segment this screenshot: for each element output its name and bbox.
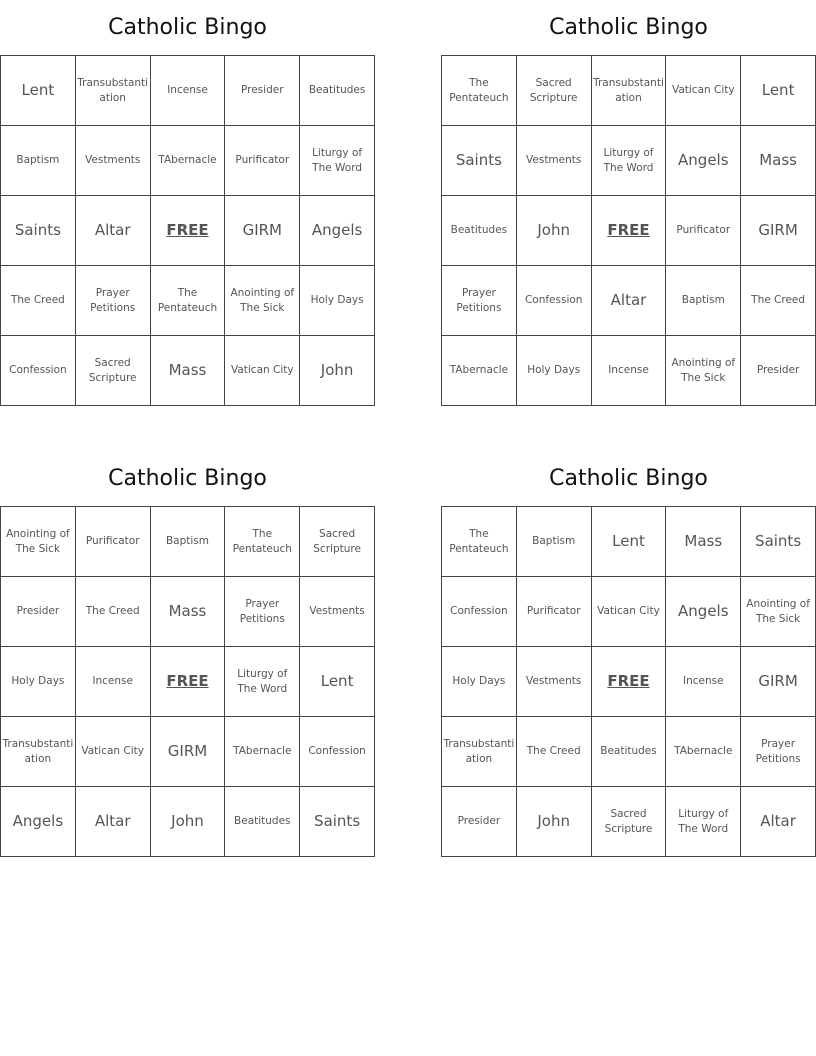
- bingo-cell: Vestments: [76, 126, 151, 196]
- bingo-cell: GIRM: [741, 196, 816, 266]
- bingo-card-2: [441, 0, 816, 406]
- bingo-cell: Holy Days: [442, 647, 517, 717]
- bingo-cell: Confession: [1, 336, 76, 406]
- bingo-grid: [441, 506, 816, 857]
- bingo-cell: Prayer Petitions: [741, 717, 816, 787]
- bingo-cell: Anointing of The Sick: [666, 336, 741, 406]
- bingo-cell: Sacred Scripture: [76, 336, 151, 406]
- bingo-card-3: [0, 451, 375, 857]
- bingo-cell: Vatican City: [76, 717, 151, 787]
- free-space-cell: FREE: [151, 196, 226, 266]
- bingo-cell: Mass: [741, 126, 816, 196]
- bingo-cell: Vestments: [517, 126, 592, 196]
- bingo-cell: Anointing of The Sick: [225, 266, 300, 336]
- bingo-cell: Saints: [442, 126, 517, 196]
- bingo-cell: Angels: [1, 787, 76, 857]
- bingo-cell: TAbernacle: [151, 126, 226, 196]
- bingo-cell: Presider: [442, 787, 517, 857]
- bingo-grid: [0, 55, 375, 406]
- bingo-cell: The Pentateuch: [442, 56, 517, 126]
- bingo-cell: John: [517, 196, 592, 266]
- bingo-cell: GIRM: [225, 196, 300, 266]
- bingo-cell: Anointing of The Sick: [741, 577, 816, 647]
- bingo-grid: [0, 506, 375, 857]
- bingo-cell: TAbernacle: [666, 717, 741, 787]
- bingo-cell: Altar: [76, 787, 151, 857]
- card-title: Catholic Bingo: [549, 15, 708, 40]
- bingo-cell: The Pentateuch: [442, 507, 517, 577]
- bingo-cell: Mass: [151, 336, 226, 406]
- bingo-cell: Liturgy of The Word: [592, 126, 667, 196]
- bingo-cell: Beatitudes: [225, 787, 300, 857]
- bingo-cell: Transubstantiation: [442, 717, 517, 787]
- bingo-cell: Angels: [666, 126, 741, 196]
- bingo-cell: Lent: [1, 56, 76, 126]
- bingo-cell: Saints: [1, 196, 76, 266]
- bingo-cell: Transubstantiation: [592, 56, 667, 126]
- bingo-cell: Incense: [592, 336, 667, 406]
- bingo-cell: Lent: [300, 647, 375, 717]
- bingo-cell: Transubstantiation: [1, 717, 76, 787]
- bingo-cell: Vestments: [300, 577, 375, 647]
- bingo-cell: Purificator: [666, 196, 741, 266]
- bingo-cell: The Creed: [1, 266, 76, 336]
- bingo-cell: Vatican City: [592, 577, 667, 647]
- bingo-cell: Sacred Scripture: [517, 56, 592, 126]
- bingo-cell: Sacred Scripture: [592, 787, 667, 857]
- bingo-cell: The Creed: [517, 717, 592, 787]
- bingo-cell: TAbernacle: [225, 717, 300, 787]
- bingo-cell: Beatitudes: [592, 717, 667, 787]
- bingo-cell: Holy Days: [1, 647, 76, 717]
- bingo-cell: Presider: [225, 56, 300, 126]
- bingo-cell: Purificator: [225, 126, 300, 196]
- bingo-cell: Baptism: [517, 507, 592, 577]
- bingo-cell: GIRM: [741, 647, 816, 717]
- bingo-cell: Holy Days: [517, 336, 592, 406]
- bingo-cell: Baptism: [666, 266, 741, 336]
- bingo-cell: Vestments: [517, 647, 592, 717]
- bingo-cell: Incense: [151, 56, 226, 126]
- bingo-cell: Incense: [76, 647, 151, 717]
- bingo-cell: Prayer Petitions: [442, 266, 517, 336]
- bingo-cell: Baptism: [151, 507, 226, 577]
- bingo-cell: Confession: [517, 266, 592, 336]
- bingo-cell: Presider: [741, 336, 816, 406]
- bingo-cell: Mass: [666, 507, 741, 577]
- bingo-grid: [441, 55, 816, 406]
- bingo-cell: Angels: [666, 577, 741, 647]
- bingo-cell: Saints: [300, 787, 375, 857]
- bingo-cell: The Pentateuch: [151, 266, 226, 336]
- bingo-cell: Lent: [741, 56, 816, 126]
- bingo-cell: The Creed: [741, 266, 816, 336]
- bingo-cell: Sacred Scripture: [300, 507, 375, 577]
- bingo-cell: John: [517, 787, 592, 857]
- bingo-cell: Purificator: [76, 507, 151, 577]
- bingo-cell: Presider: [1, 577, 76, 647]
- bingo-cell: Confession: [300, 717, 375, 787]
- bingo-cell: Transubstantiation: [76, 56, 151, 126]
- bingo-cell: Vatican City: [225, 336, 300, 406]
- bingo-cell: Altar: [76, 196, 151, 266]
- free-space-cell: FREE: [592, 647, 667, 717]
- bingo-cell: Angels: [300, 196, 375, 266]
- free-space-cell: FREE: [592, 196, 667, 266]
- bingo-cell: The Pentateuch: [225, 507, 300, 577]
- bingo-cell: Altar: [592, 266, 667, 336]
- bingo-cell: GIRM: [151, 717, 226, 787]
- card-title: Catholic Bingo: [549, 466, 708, 491]
- card-title: Catholic Bingo: [108, 15, 267, 40]
- card-title: Catholic Bingo: [108, 466, 267, 491]
- bingo-cell: Liturgy of The Word: [225, 647, 300, 717]
- bingo-cell: Beatitudes: [300, 56, 375, 126]
- bingo-card-4: [441, 451, 816, 857]
- bingo-cell: Prayer Petitions: [225, 577, 300, 647]
- bingo-cell: Baptism: [1, 126, 76, 196]
- bingo-cell: Anointing of The Sick: [1, 507, 76, 577]
- bingo-cell: John: [151, 787, 226, 857]
- bingo-cell: Purificator: [517, 577, 592, 647]
- free-space-cell: FREE: [151, 647, 226, 717]
- bingo-cell: Altar: [741, 787, 816, 857]
- bingo-cell: Beatitudes: [442, 196, 517, 266]
- bingo-cell: TAbernacle: [442, 336, 517, 406]
- bingo-cell: John: [300, 336, 375, 406]
- bingo-cell: Lent: [592, 507, 667, 577]
- bingo-cell: Holy Days: [300, 266, 375, 336]
- bingo-cell: Confession: [442, 577, 517, 647]
- bingo-cell: Mass: [151, 577, 226, 647]
- bingo-card-1: [0, 0, 375, 406]
- bingo-cell: Saints: [741, 507, 816, 577]
- bingo-cell: Liturgy of The Word: [300, 126, 375, 196]
- bingo-cell: The Creed: [76, 577, 151, 647]
- bingo-cell: Incense: [666, 647, 741, 717]
- bingo-cell: Liturgy of The Word: [666, 787, 741, 857]
- bingo-cell: Prayer Petitions: [76, 266, 151, 336]
- bingo-cell: Vatican City: [666, 56, 741, 126]
